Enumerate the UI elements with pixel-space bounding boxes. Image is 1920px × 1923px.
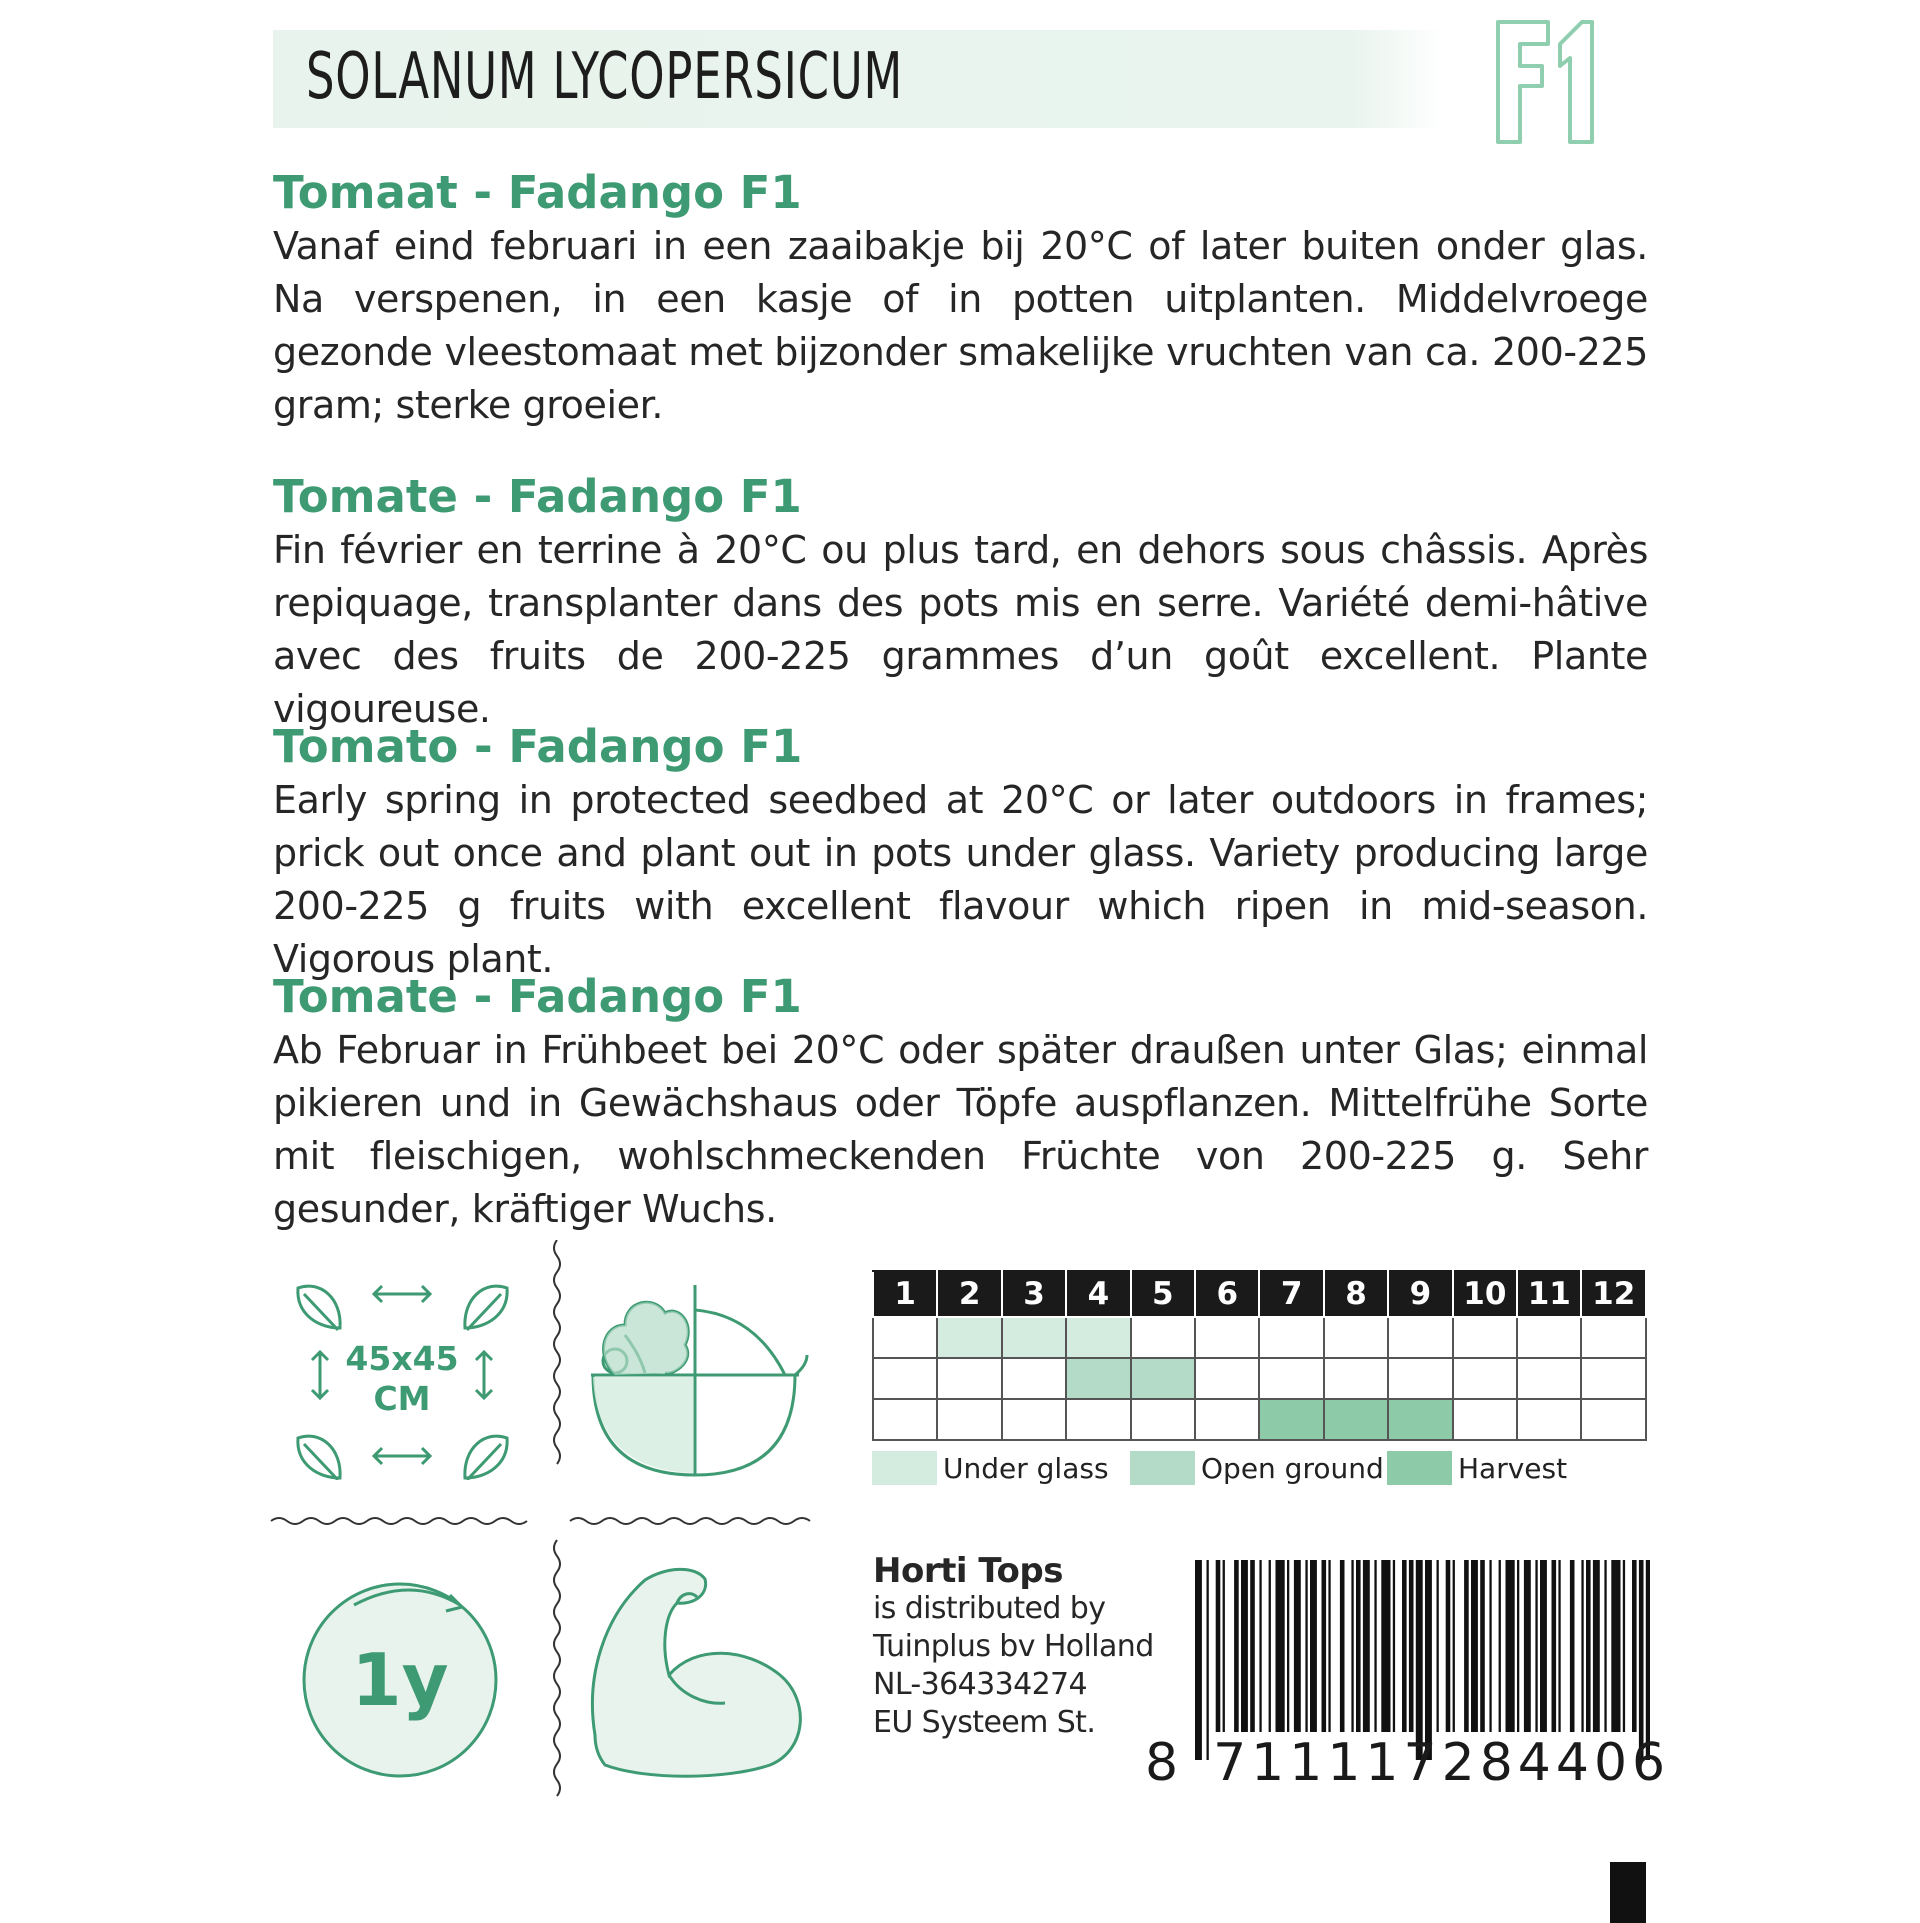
calendar-cell [1259,1399,1323,1440]
calendar-month-6: 6 [1195,1271,1259,1317]
calendar-month-2: 2 [937,1271,1001,1317]
barcode-bar [1381,1560,1390,1732]
barcode-bar [1581,1560,1583,1732]
barcode-bar [1623,1560,1625,1732]
calendar-cell [1517,1317,1581,1358]
barcode-bar [1416,1560,1423,1760]
calendar-cell [1066,1358,1130,1399]
barcode-bar [1402,1560,1407,1732]
barcode-bar [1632,1560,1637,1732]
barcode-bar [1269,1560,1271,1732]
calendar-cell [1324,1399,1388,1440]
legend-label-harvest: Harvest [1458,1451,1568,1485]
calendar-month-5: 5 [1131,1271,1195,1317]
legend-swatch-open-ground [1130,1451,1195,1485]
barcode-bar [1393,1560,1395,1732]
calendar-cell [1195,1317,1259,1358]
calendar-cell [873,1358,937,1399]
barcode-bar [1524,1560,1531,1732]
distributor-system: EU Systeem St. [873,1705,1096,1740]
latin-name: SOLANUM LYCOPERSICUM [306,40,904,114]
barcode-bar [1374,1560,1376,1732]
calendar-cell [937,1358,1001,1399]
barcode-bar [1506,1560,1515,1732]
leaf-icon [298,1286,340,1330]
barcode-bar [1558,1560,1560,1732]
calendar-month-10: 10 [1453,1271,1517,1317]
f1-badge [1490,14,1600,150]
barcode-bar [1489,1560,1491,1732]
distributor-registration: NL-364334274 [873,1667,1088,1702]
calendar-cell [1002,1317,1066,1358]
calendar-cell [1453,1317,1517,1358]
barcode-bar [1241,1560,1248,1732]
section-text-nl: Vanaf eind februari in een zaaibakje bij 20°C of later buiten onder glas. Na verspenen, in een kasje of in potten uitplanten. Middelvroege gezonde vleestomaat met bijzonder smakelijke vruchten van ca. 200-225 gram; sterke groeier. [273,224,1648,427]
calendar-month-12: 12 [1581,1271,1646,1317]
calendar-cell [1581,1358,1646,1399]
calendar-cell [1259,1358,1323,1399]
barcode-right-group: 284406 [1441,1733,1671,1793]
barcode-bar [1351,1560,1353,1732]
barcode-bar [1216,1560,1221,1732]
barcode-bar [1195,1560,1202,1760]
calendar-month-8: 8 [1324,1271,1388,1317]
barcode-bar [1437,1560,1439,1732]
legend-swatch-under-glass [872,1451,937,1485]
barcode-number [1145,1733,1670,1793]
barcode-bar [1480,1560,1485,1732]
calendar-row-under-glass [873,1317,1646,1358]
calendar-cell [1131,1399,1195,1440]
calendar-cell [1388,1399,1452,1440]
legend-label-open-ground: Open ground [1201,1451,1384,1485]
barcode-bar [1425,1560,1432,1760]
barcode-bar [1356,1560,1361,1732]
barcode-bar [1604,1560,1606,1732]
barcode-bar [1409,1560,1414,1732]
calendar-row-open-ground [873,1358,1646,1399]
legend-harvest [1387,1451,1567,1485]
calendar-cell [1131,1317,1195,1358]
calendar-cell [1066,1399,1130,1440]
calendar-cell [1066,1317,1130,1358]
barcode-bar [1322,1560,1327,1732]
calendar-row-harvest [873,1399,1646,1440]
calendar-month-row [873,1271,1646,1317]
calendar-month-3: 3 [1002,1271,1066,1317]
spacing-value: 45x45 [345,1339,459,1378]
calendar-table [872,1270,1647,1441]
calendar-legend [872,1451,1672,1491]
barcode-bar [1453,1560,1455,1732]
calendar-cell [1002,1399,1066,1440]
calendar-cell [1259,1317,1323,1358]
barcode-bar [1310,1560,1317,1732]
barcode-bar [1471,1560,1478,1732]
legend-swatch-harvest [1387,1451,1452,1485]
calendar-cell [1453,1358,1517,1399]
calendar-month-7: 7 [1259,1271,1323,1317]
barcode-first-digit: 8 [1145,1733,1184,1793]
calendar-cell [1324,1317,1388,1358]
legend-under-glass [872,1451,1109,1485]
barcode-bar [1223,1560,1225,1732]
barcode-bar [1639,1560,1644,1760]
barcode-bar [1276,1560,1285,1732]
calendar-month-11: 11 [1517,1271,1581,1317]
section-title-fr: Tomate - Fadango F1 [273,470,802,523]
calendar-cell [1517,1399,1581,1440]
distributor-company: Tuinplus bv Holland [873,1629,1154,1664]
section-title-en: Tomato - Fadango F1 [273,720,803,773]
barcode-bar [1305,1560,1307,1732]
calendar-cell [873,1399,937,1440]
annual-cycle-icon [290,1565,515,1790]
barcode-bar [1207,1560,1209,1760]
calendar-cell [1388,1317,1452,1358]
leaf-icon [465,1436,507,1480]
barcode-bar [1234,1560,1239,1732]
section-text-en: Early spring in protected seedbed at 20°C or later outdoors in frames; prick out once and plant out in pots under glass. Variety producing large 200-225 g fruits with excellent flavour which ripen in mid-season. Vigorous plant. [273,778,1648,981]
barcode-bar [1517,1560,1519,1732]
calendar-cell [873,1317,937,1358]
brand-name: Horti Tops [873,1551,1063,1591]
barcode-bar [1287,1560,1289,1732]
calendar-cell [1517,1358,1581,1399]
barcode-bar [1586,1560,1591,1732]
barcode-bar [1570,1560,1575,1732]
calendar-month-9: 9 [1388,1271,1452,1317]
calendar-month-1: 1 [873,1271,937,1317]
calendar-cell [1581,1399,1646,1440]
barcode-bar [1646,1560,1650,1760]
distributor-line: is distributed by [873,1591,1106,1626]
sowing-calendar [872,1270,1647,1441]
strong-arm-icon [585,1555,820,1780]
calendar-month-4: 4 [1066,1271,1130,1317]
leaf-icon [465,1286,507,1330]
calendar-cell [1453,1399,1517,1440]
f1-badge-text: F1 [1490,14,1492,15]
calendar-cell [1581,1317,1646,1358]
barcode-bar [1552,1560,1557,1732]
barcode-bar [1328,1560,1330,1732]
barcode-bar [1446,1560,1451,1732]
calendar-cell [1002,1358,1066,1399]
barcode-bar [1535,1560,1537,1732]
calendar-cell [1324,1358,1388,1399]
distributor-info [873,1552,1154,1742]
leaf-icon [298,1436,340,1480]
barcode-bar [1259,1560,1261,1732]
salad-bowl-icon [585,1265,815,1485]
legend-label-under-glass: Under glass [943,1451,1109,1485]
legend-open-ground [1130,1451,1384,1485]
calendar-cell [1195,1399,1259,1440]
barcode-bar [1363,1560,1370,1732]
barcode-bar [1540,1560,1547,1732]
barcode-bar [1294,1560,1301,1732]
barcode-bar [1611,1560,1620,1732]
calendar-cell [1388,1358,1452,1399]
section-title-de: Tomate - Fadango F1 [273,970,802,1023]
section-title-nl: Tomaat - Fadango F1 [273,166,802,219]
calendar-cell [937,1317,1001,1358]
calendar-cell [937,1399,1001,1440]
barcode-bar [1499,1560,1501,1732]
section-text-fr: Fin février en terrine à 20°C ou plus tard, en dehors sous châssis. Après repiquage, transplanter dans des pots mis en serre. Variété demi-hâtive avec des fruits de 200-225 grammes d’un goût excellent. Plante vigoureuse. [273,528,1648,731]
barcode-bar [1250,1560,1255,1732]
barcode-left-group: 711117 [1213,1733,1442,1793]
section-text-de: Ab Februar in Frühbeet bei 20°C oder später draußen unter Glas; einmal pikieren und in Gewächshaus oder Töpfe auspflanzen. Mittelfrühe Sorte mit fleischigen, wohlschmeckenden Früchte von 200-225 g. Sehr gesunder, kräftiger Wuchs. [273,1028,1648,1231]
barcode-bar [1593,1560,1600,1732]
calendar-cell [1131,1358,1195,1399]
spacing-unit: CM [373,1379,431,1418]
calendar-cell [1195,1358,1259,1399]
barcode [1195,1560,1650,1760]
plant-spacing-icon [290,1270,515,1480]
registration-mark [1610,1862,1646,1923]
barcode-bar [1340,1560,1345,1732]
lifespan-label: 1y [351,1638,449,1722]
barcode-bar [1464,1560,1469,1732]
